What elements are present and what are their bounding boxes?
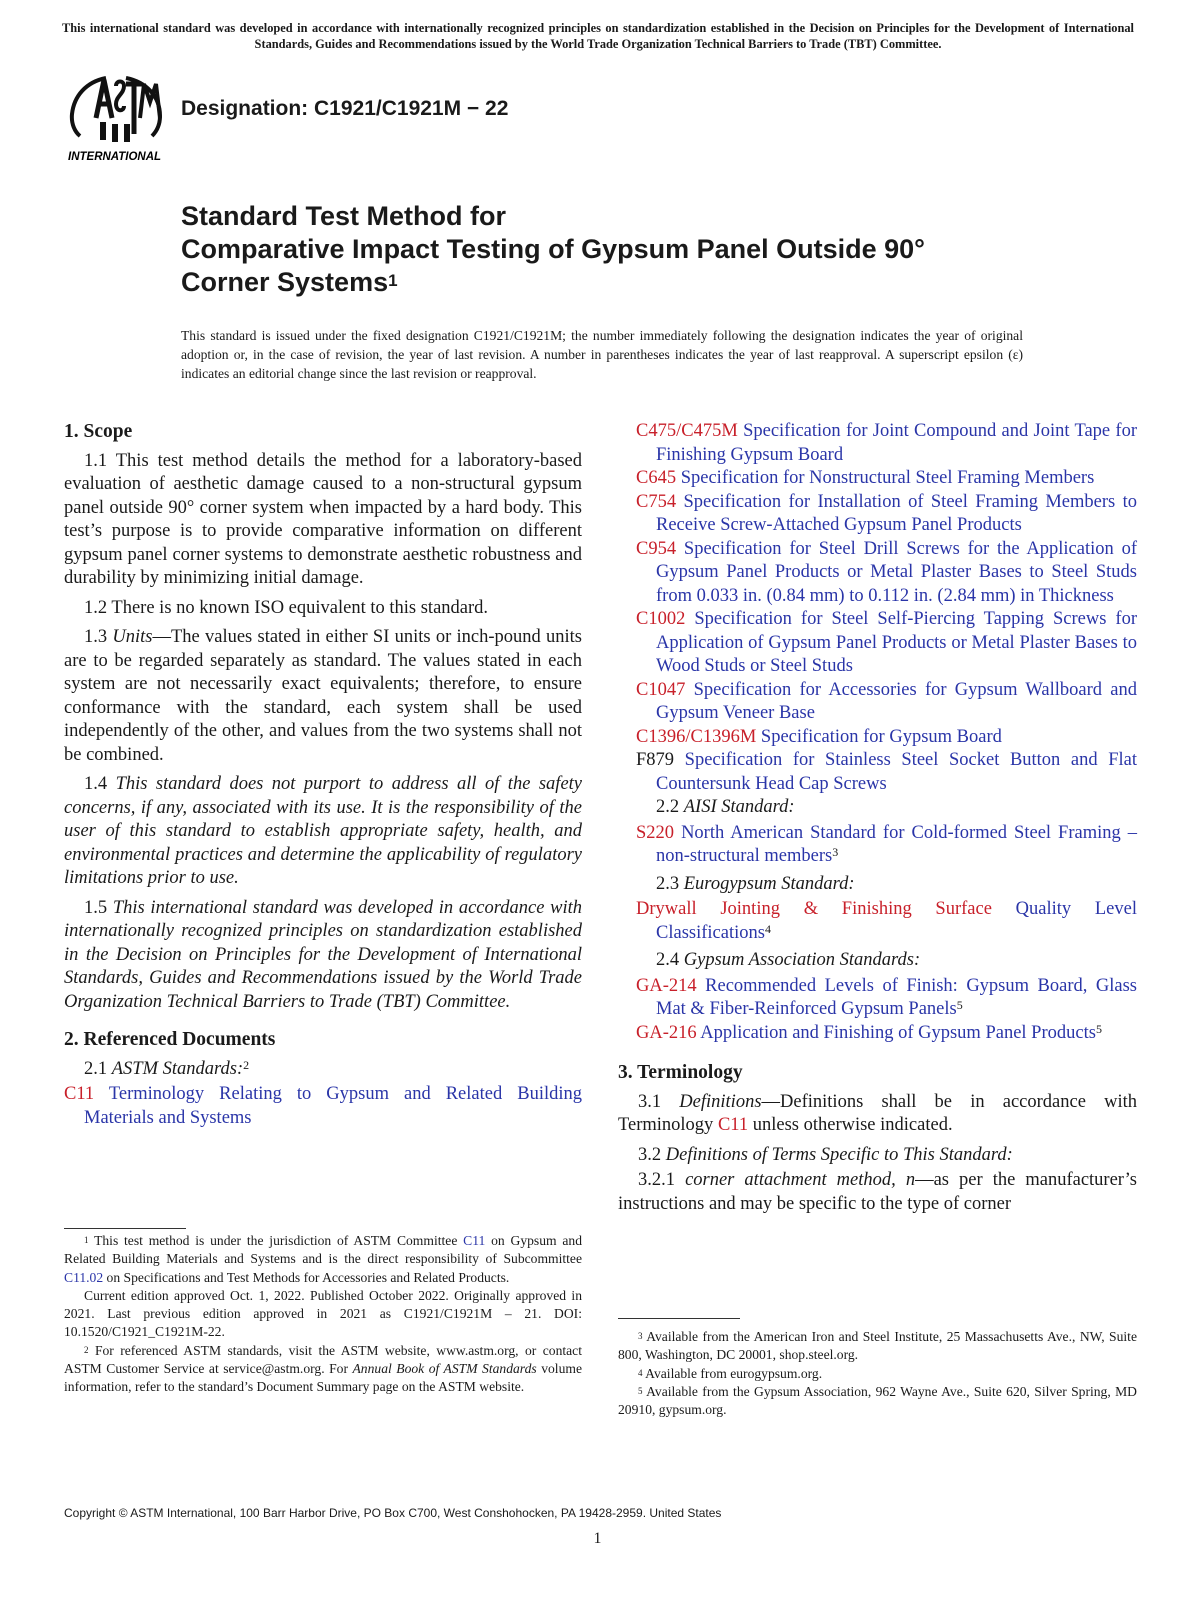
footnotes-right xyxy=(618,1328,1137,1419)
right-column xyxy=(618,420,1138,1222)
footnote-divider-right xyxy=(618,1318,740,1319)
footnotes-left xyxy=(64,1232,582,1397)
reference-c954[interactable]: C954 Specification for Steel Drill Screws for the Application of Gypsum Panel Products or Metal Plaster Bases to Steel Studs from 0.033 in. (0.84 mm) to 0.112 in. (2.84 mm) in Thickness xyxy=(636,538,1137,606)
footnote-1: $^1$ This test method is under the jurisdiction of ASTM Committee C11 on Gypsum and Related Building Materials and Systems and is the direct responsibility of Subcommittee C11.02 on Specifications and Test Methods for Accessories and Related Products. xyxy=(64,1233,582,1285)
terminology-para-3-1: 3.1 Definitions—Definitions shall be in accordance with Terminology C11 unless otherwise indicated. xyxy=(618,1091,1137,1135)
reference-ga-216[interactable]: GA-216 Application and Finishing of Gypsum Panel Products$^5$ xyxy=(636,1021,1102,1043)
top-notice: This international standard was developed in accordance with internationally recognized principles on standardization established in the Decision on Principles for the Development of International Standards, Guides and Recommendations issued by the World Trade Organization Technical Barriers to Trade (TBT) Committee. xyxy=(62,21,1134,51)
footnote-2: $^2$ For referenced ASTM standards, visit the ASTM website, www.astm.org, or contact ASTM Customer Service at service@astm.org. For Annual Book of ASTM Standards volume information, refer to the standard’s Document Summary page on the ASTM website. xyxy=(64,1342,582,1395)
title-line-3: Corner Systems$^1$ xyxy=(181,267,398,297)
terminology-para-3-2: 3.2 Definitions of Terms Specific to This Standard: xyxy=(638,1144,1013,1165)
eurogypsum-standard-label: 2.3 Eurogypsum Standard: xyxy=(656,873,855,894)
reference-c645[interactable]: C645 Specification for Nonstructural Steel Framing Members xyxy=(636,468,1095,488)
designation: Designation: C1921/C1921M − 22 xyxy=(181,97,509,120)
reference-c1002[interactable]: C1002 Specification for Steel Self-Piercing Tapping Screws for Application of Gypsum Panel Products or Metal Plaster Bases to Wood Studs or Steel Studs xyxy=(636,609,1138,676)
footnote-divider-left xyxy=(64,1228,186,1229)
footnote-edition: Current edition approved Oct. 1, 2022. Published October 2022. Originally approved in 2021. Last previous edition approved in 2021 as C1921/C1921M – 21. DOI: 10.1520/C1921_C1921M-22. xyxy=(64,1287,582,1340)
referenced-documents-heading: 2. Referenced Documents xyxy=(64,1029,276,1050)
footnote-3: $^3$ Available from the American Iron and Steel Institute, 25 Massachusetts Ave., NW, Suite 800, Washington, DC 20001, shop.steel.org. xyxy=(618,1329,1137,1363)
astm-logo-icon xyxy=(66,72,170,168)
aisi-standard-label: 2.2 AISI Standard: xyxy=(656,797,795,817)
link-c11[interactable]: C11 xyxy=(717,1115,749,1135)
gypsum-association-label: 2.4 Gypsum Association Standards: xyxy=(656,950,921,970)
footnote-4: $^4$ Available from eurogypsum.org. xyxy=(638,1365,823,1381)
reference-c1047[interactable]: C1047 Specification for Accessories for Gypsum Wallboard and Gypsum Veneer Base xyxy=(636,679,1138,723)
scope-heading: 1. Scope xyxy=(64,421,133,442)
footnote-5: $^5$ Available from the Gypsum Association, 962 Wayne Ave., Suite 620, Silver Spring, MD 20910, gypsum.org. xyxy=(618,1383,1138,1418)
terminology-para-3-2-1: 3.2.1 corner attachment method, n—as per the manufacturer’s instructions and may be specific to the type of corner xyxy=(618,1170,1137,1214)
document-title xyxy=(181,200,1081,299)
reference-c754[interactable]: C754 Specification for Installation of Steel Framing Members to Receive Screw-Attached Gypsum Panel Products xyxy=(636,491,1138,535)
title-line-2: Comparative Impact Testing of Gypsum Panel Outside 90° xyxy=(181,234,925,264)
left-column xyxy=(64,420,582,1130)
copyright: Copyright © ASTM International, 100 Barr Harbor Drive, PO Box C700, West Conshohocken, PA 19428-2959. United States xyxy=(64,1506,722,1520)
reference-c475[interactable]: C475/C475M Specification for Joint Compound and Joint Tape for Finishing Gypsum Board xyxy=(636,421,1137,465)
reference-f879[interactable]: F879 Specification for Stainless Steel Socket Button and Flat Countersunk Head Cap Screws xyxy=(636,750,1137,794)
logo-text: INTERNATIONAL xyxy=(68,151,162,163)
reference-ga-214[interactable]: GA-214 Recommended Levels of Finish: Gypsum Board, Glass Mat & Fiber-Reinforced Gypsum Panels$^5$ xyxy=(636,975,1137,1019)
scope-para-1-1: 1.1 This test method details the method for a laboratory-based evaluation of aesthetic damage caused to a non-structural gypsum panel outside 90° corner system when impacted by a hard body. This test’s purpose is to provide comparative information on different gypsum panel corner systems to demonstrate aesthetic robustness and durability by minimizing initial damage. xyxy=(64,450,582,588)
reference-s220[interactable]: S220 North American Standard for Cold-formed Steel Framing – non-structural members$^3$ xyxy=(636,822,1138,866)
astm-standards-label: 2.1 ASTM Standards:$^2$ xyxy=(84,1057,250,1079)
page-number: 1 xyxy=(593,1530,602,1547)
scope-para-1-5: 1.5 This international standard was developed in accordance with internationally recognized principles on standardization established in the Decision on Principles for the Development of International Standards, Guides and Recommendations issued by the World Trade Organization Technical Barriers to Trade (TBT) Committee. xyxy=(64,897,583,1012)
reference-c1396[interactable]: C1396/C1396M Specification for Gypsum Board xyxy=(636,726,1002,747)
scope-para-1-4: 1.4 This standard does not purport to address all of the safety concerns, if any, associated with its use. It is the responsibility of the user of this standard to establish appropriate safety, health, and environmental practices and determine the applicability of regulatory limitations prior to use. xyxy=(64,774,583,888)
link-committee-c11[interactable]: C11 xyxy=(463,1233,486,1248)
link-subcommittee-c11-02[interactable]: C11.02 xyxy=(64,1269,104,1285)
scope-para-1-3: 1.3 Units—The values stated in either SI units or inch-pound units are to be regarded separately as standard. The values stated in each system are not necessarily exact equivalents; therefore, to ensure conformance with the standard, each system shall be used independently of the other, and values from the two systems shall not be combined. xyxy=(64,627,583,765)
issued-note: This standard is issued under the fixed designation C1921/C1921M; the number immediately following the designation indicates the year of original adoption or, in the case of revision, the year of last revision. A number in parentheses indicates the year of last reapproval. A superscript epsilon (ε) indicates an editorial change since the last revision or reapproval. xyxy=(181,328,1023,381)
title-line-1: Standard Test Method for xyxy=(181,201,507,231)
reference-c11[interactable]: C11 Terminology Relating to Gypsum and Related Building Materials and Systems xyxy=(64,1084,582,1128)
title-footnote-mark: 1 xyxy=(388,271,398,290)
terminology-heading: 3. Terminology xyxy=(618,1062,743,1083)
reference-eurogypsum[interactable]: Drywall Jointing & Finishing Surface Quality Level Classifications$^4$ xyxy=(636,899,1137,943)
scope-para-1-2: 1.2 There is no known ISO equivalent to this standard. xyxy=(84,597,489,618)
